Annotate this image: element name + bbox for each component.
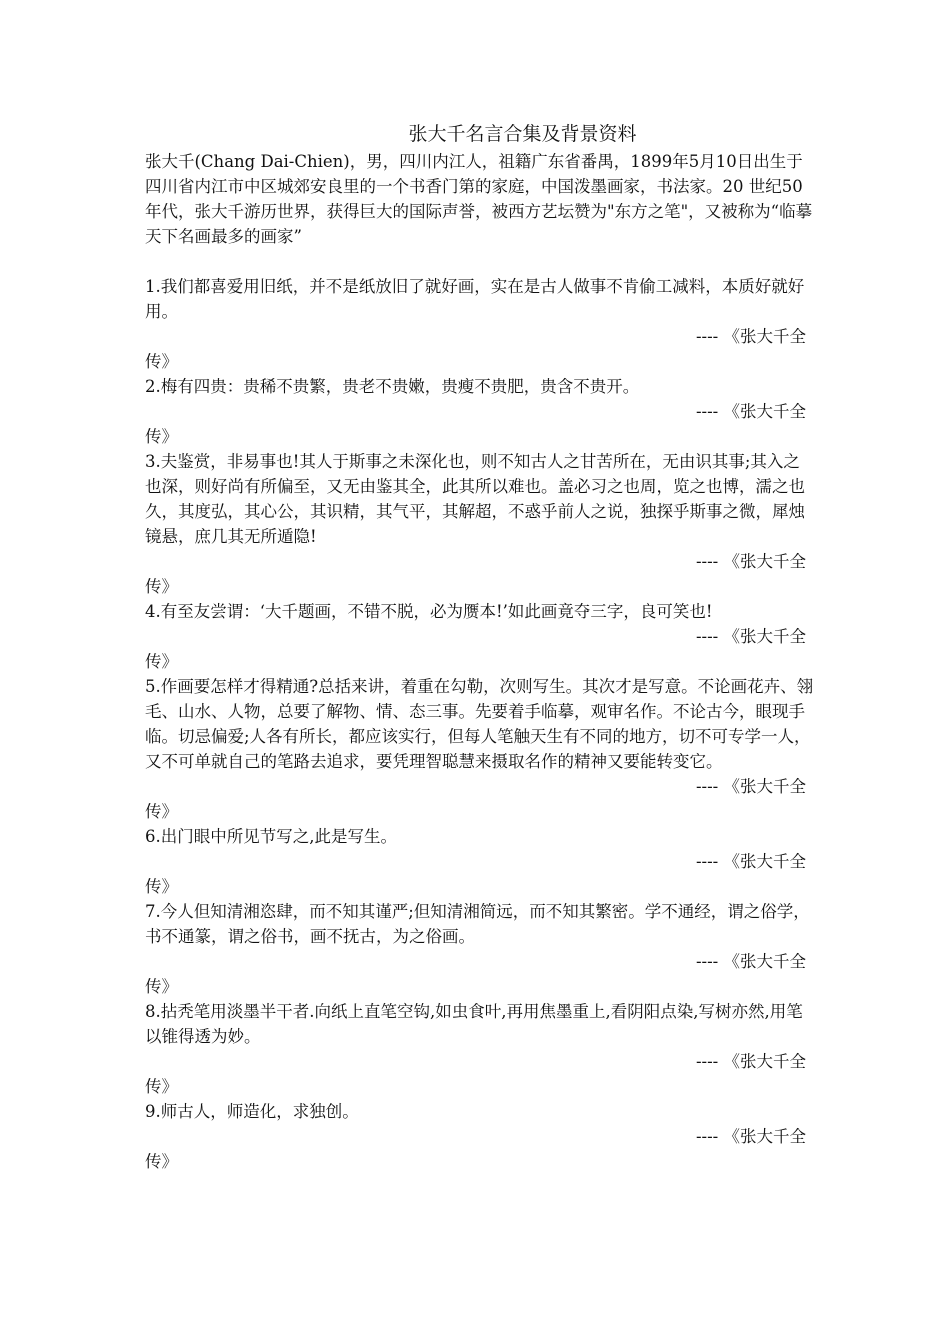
quote-source: ---- 《张大千全 bbox=[695, 1052, 806, 1071]
quote-source-tail: 传》 bbox=[145, 977, 178, 996]
quote-text: 2.梅有四贵：贵稀不贵繁，贵老不贵嫩，贵瘦不贵肥，贵含不贵开。 bbox=[145, 377, 640, 396]
quote-item bbox=[145, 1099, 815, 1174]
quote-item bbox=[145, 824, 815, 899]
quote-text: 8.拈秃笔用淡墨半干者.向纸上直笔空钩,如虫食叶,再用焦墨重上,看阴阳点染,写树亦然,用笔以锥得透为妙。 bbox=[145, 1002, 803, 1046]
quote-text: 9.师古人，师造化，求独创。 bbox=[145, 1102, 359, 1121]
quote-item bbox=[145, 599, 815, 674]
quote-item bbox=[145, 674, 815, 824]
quote-item bbox=[145, 999, 815, 1099]
quote-source-tail: 传》 bbox=[145, 1077, 178, 1096]
quote-source: ---- 《张大千全 bbox=[695, 552, 806, 571]
quote-text: 1.我们都喜爱用旧纸，并不是纸放旧了就好画，实在是古人做事不肯偷工减料，本质好就好用。 bbox=[145, 277, 805, 321]
quote-source-tail: 传》 bbox=[145, 877, 178, 896]
quote-source: ---- 《张大千全 bbox=[695, 327, 806, 346]
quote-text: 4.有至友尝谓：‘大千题画，不错不脱，必为赝本!’如此画竟夺三字，良可笑也! bbox=[145, 602, 713, 621]
quote-item bbox=[145, 374, 815, 449]
document-title: 张大千名言合集及背景资料 bbox=[408, 123, 637, 145]
quote-source: ---- 《张大千全 bbox=[695, 627, 806, 646]
quote-text: 7.今人但知清湘恣肆，而不知其谨严;但知清湘简远，而不知其繁密。学不通经，谓之俗学，书不通篆，谓之俗书，画不抚古，为之俗画。 bbox=[145, 902, 810, 946]
quote-source-tail: 传》 bbox=[145, 352, 178, 371]
quote-source-tail: 传》 bbox=[145, 802, 178, 821]
quote-source: ---- 《张大千全 bbox=[695, 852, 806, 871]
quote-text: 6.出门眼中所见节写之,此是写生。 bbox=[145, 827, 397, 846]
quote-text: 3.夫鉴赏，非易事也!其人于斯事之未深化也，则不知古人之甘苦所在，无由识其事;其入之也深，则好尚有所偏至，又无由鉴其全，此其所以难也。盖必习之也周，览之也博，濡之也久，其度弘，其心公，其识精，其气平，其解超，不惑乎前人之说，独探乎斯事之微，犀烛镜悬，庶几其无所遁隐! bbox=[145, 452, 805, 546]
quote-item bbox=[145, 274, 815, 374]
quote-source: ---- 《张大千全 bbox=[695, 777, 806, 796]
quote-text: 5.作画要怎样才得精通?总括来讲，着重在勾勒，次则写生。其次才是写意。不论画花卉、翎毛、山水、人物，总要了解物、情、态三事。先要着手临摹，观审名作。不论古今，眼现手临。切忌偏爱;人各有所长，都应该实行，但每人笔触天生有不同的地方，切不可专学一人，又不可单就自己的笔路去追求，要凭理智聪慧来摄取名作的精神又要能转变它。 bbox=[145, 677, 814, 771]
document-page bbox=[145, 119, 815, 1174]
quote-source-tail: 传》 bbox=[145, 652, 178, 671]
quote-source-tail: 传》 bbox=[145, 1152, 178, 1171]
quote-source-tail: 传》 bbox=[145, 577, 178, 596]
quote-item bbox=[145, 449, 815, 599]
quote-source-tail: 传》 bbox=[145, 427, 178, 446]
intro-paragraph: 张大千(Chang Dai-Chien)，男，四川内江人，祖籍广东省番禺，1899年5月10日出生于四川省内江市中区城郊安良里的一个书香门第的家庭，中国泼墨画家，书法家。20 世纪50年代，张大千游历世界，获得巨大的国际声誉，被西方艺坛赞为"东方之笔"，又被称为“临摹天下名画最多的画家” bbox=[145, 152, 813, 246]
quote-source: ---- 《张大千全 bbox=[695, 402, 806, 421]
quote-source: ---- 《张大千全 bbox=[695, 952, 806, 971]
quote-source: ---- 《张大千全 bbox=[695, 1127, 806, 1146]
quote-item bbox=[145, 899, 815, 999]
